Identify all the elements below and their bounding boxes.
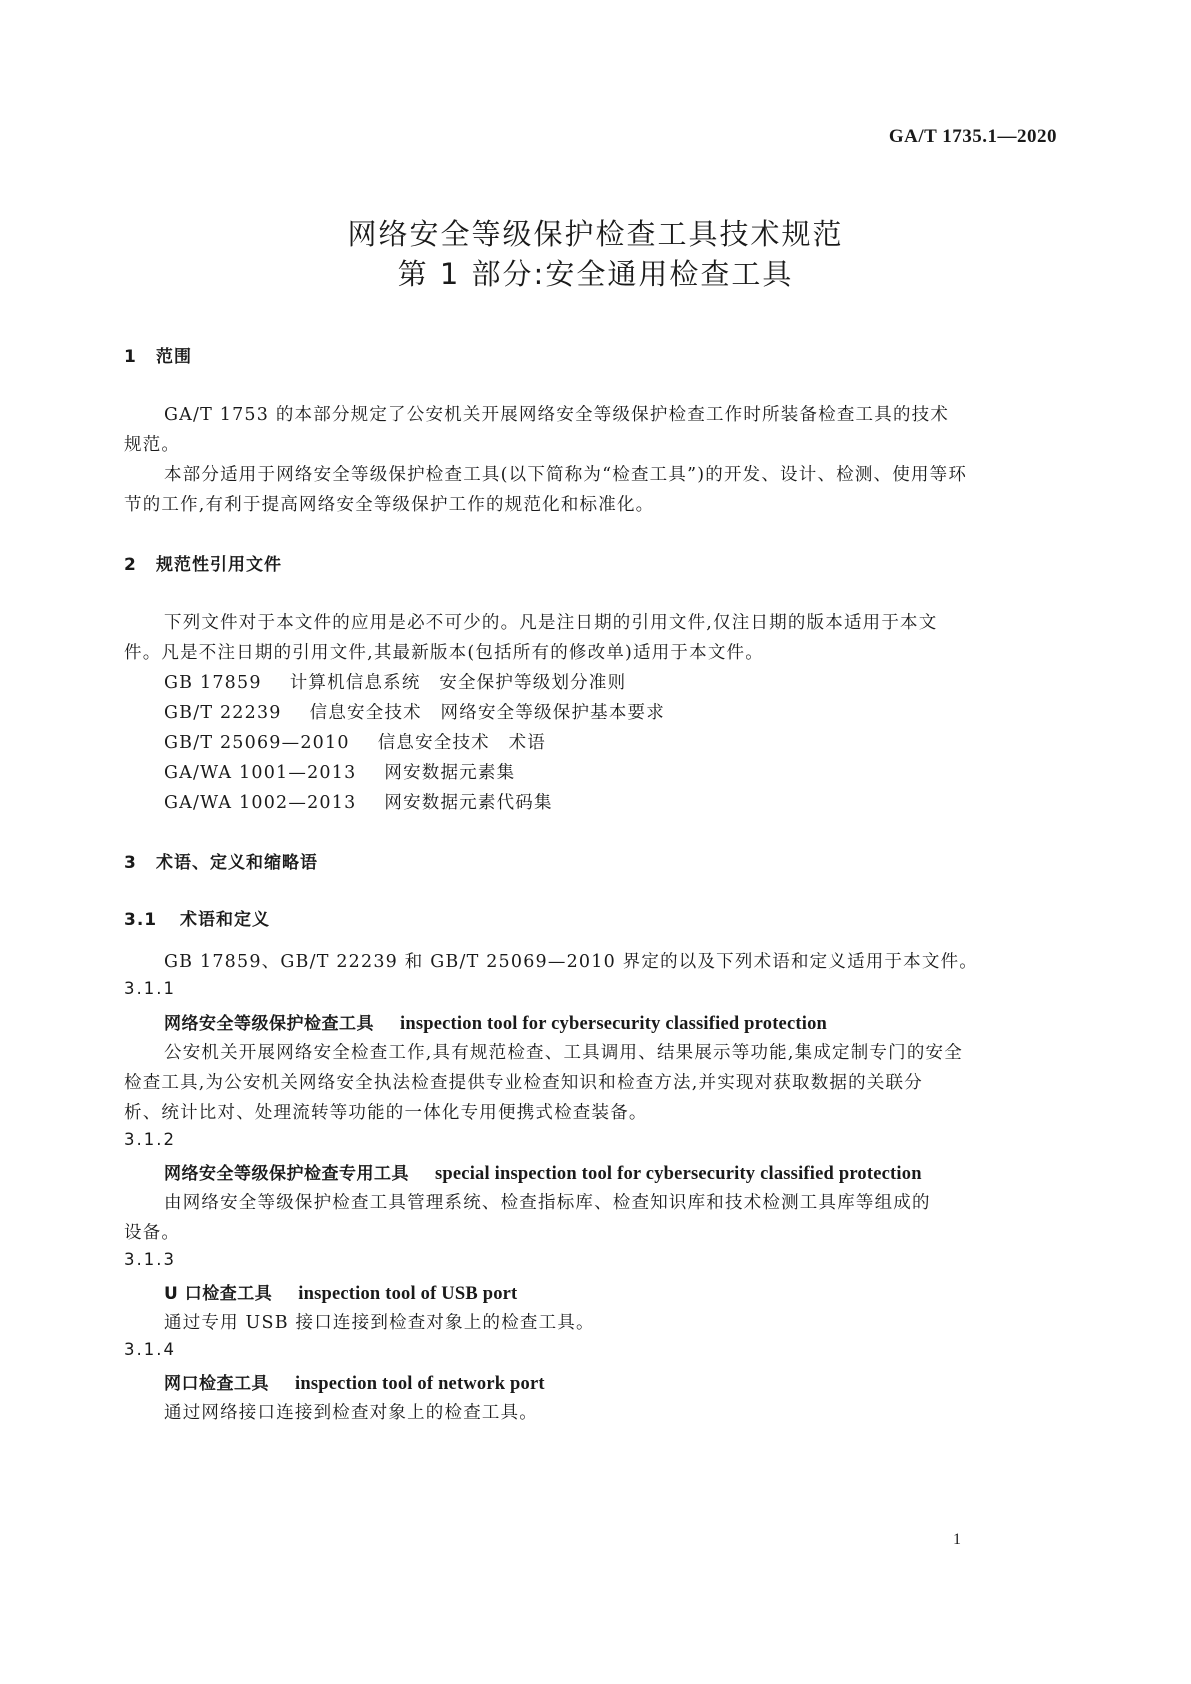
term-zh: 网口检查工具: [164, 1374, 269, 1394]
section-title: 术语、定义和缩略语: [156, 853, 318, 873]
reference-code: GB/T 22239: [164, 703, 282, 723]
reference-title: 网安数据元素集: [384, 763, 516, 783]
reference-title: 计算机信息系统 安全保护等级划分准则: [289, 673, 627, 693]
section-number: 1: [124, 347, 137, 367]
reference-code: GB 17859: [164, 673, 262, 693]
definition-line: 设备。: [124, 1223, 181, 1243]
page-number: 1: [953, 1531, 961, 1548]
definition-line: 由网络安全等级保护检查工具管理系统、检查指标库、检查知识库和技术检测工具库等组成的: [164, 1193, 931, 1213]
reference-item: [164, 789, 553, 814]
reference-code: GB/T 25069—2010: [164, 733, 350, 753]
term-heading: [164, 1009, 827, 1035]
subsection-number: 3.1: [124, 910, 158, 930]
paragraph-line: 规范。: [124, 435, 181, 455]
paragraph-line: 本部分适用于网络安全等级保护检查工具(以下简称为“检查工具”)的开发、设计、检测、使用等环: [164, 465, 968, 485]
definition-line: 通过专用 USB 接口连接到检查对象上的检查工具。: [164, 1313, 595, 1333]
reference-code: GA/WA 1002—2013: [164, 793, 357, 813]
term-zh: U 口检查工具: [164, 1284, 273, 1304]
term-en: special inspection tool for cybersecurity classified protection: [435, 1164, 922, 1184]
term-zh: 网络安全等级保护检查工具: [164, 1014, 374, 1034]
section-title: 规范性引用文件: [156, 555, 282, 575]
subsection-3-1-heading: [124, 905, 270, 930]
term-en: inspection tool for cybersecurity classified protection: [400, 1014, 828, 1034]
clause-number: 3.1.4: [124, 1340, 176, 1359]
reference-code: GA/WA 1001—2013: [164, 763, 357, 783]
document-subtitle: 第 1 部分:安全通用检查工具: [397, 257, 794, 291]
term-heading: [164, 1159, 922, 1185]
reference-item: [164, 669, 626, 694]
section-title: 范围: [156, 347, 192, 367]
section-2-heading: [124, 550, 282, 575]
reference-item: [164, 729, 546, 754]
clause-number: 3.1.2: [124, 1130, 176, 1149]
definition-line: 通过网络接口连接到检查对象上的检查工具。: [164, 1403, 538, 1423]
paragraph-line: 节的工作,有利于提高网络安全等级保护工作的规范化和标准化。: [124, 495, 655, 515]
definition-line: 检查工具,为公安机关网络安全执法检查提供专业检查知识和检查方法,并实现对获取数据的关联分: [124, 1073, 923, 1093]
term-en: inspection tool of USB port: [298, 1284, 518, 1304]
section-1-heading: [124, 342, 192, 367]
reference-title: 信息安全技术 网络安全等级保护基本要求: [309, 703, 665, 723]
clause-number: 3.1.1: [124, 979, 176, 998]
definition-line: 公安机关开展网络安全检查工作,具有规范检查、工具调用、结果展示等功能,集成定制专门的安全: [164, 1043, 963, 1063]
subsection-title: 术语和定义: [180, 910, 270, 930]
section-number: 2: [124, 555, 137, 575]
section-number: 3: [124, 853, 137, 873]
term-en: inspection tool of network port: [295, 1374, 545, 1394]
paragraph-line: 件。凡是不注日期的引用文件,其最新版本(包括所有的修改单)适用于本文件。: [124, 643, 764, 663]
paragraph-line: GA/T 1753 的本部分规定了公安机关开展网络安全等级保护检查工作时所装备检查工具的技术: [164, 405, 950, 425]
reference-item: [164, 699, 665, 724]
paragraph-line: GB 17859、GB/T 22239 和 GB/T 25069—2010 界定的以及下列术语和定义适用于本文件。: [164, 952, 978, 972]
reference-title: 网安数据元素代码集: [384, 793, 553, 813]
term-heading: [164, 1279, 517, 1305]
term-heading: [164, 1369, 545, 1395]
term-zh: 网络安全等级保护检查专用工具: [164, 1164, 409, 1184]
paragraph-line: 下列文件对于本文件的应用是必不可少的。凡是注日期的引用文件,仅注日期的版本适用于本文: [164, 613, 938, 633]
section-3-heading: [124, 848, 318, 873]
definition-line: 析、统计比对、处理流转等功能的一体化专用便携式检查装备。: [124, 1103, 648, 1123]
clause-number: 3.1.3: [124, 1250, 176, 1269]
document-title: 网络安全等级保护检查工具技术规范: [347, 217, 844, 251]
reference-item: [164, 759, 515, 784]
standard-code: GA/T 1735.1—2020: [888, 126, 1057, 147]
reference-title: 信息安全技术 术语: [377, 733, 546, 753]
